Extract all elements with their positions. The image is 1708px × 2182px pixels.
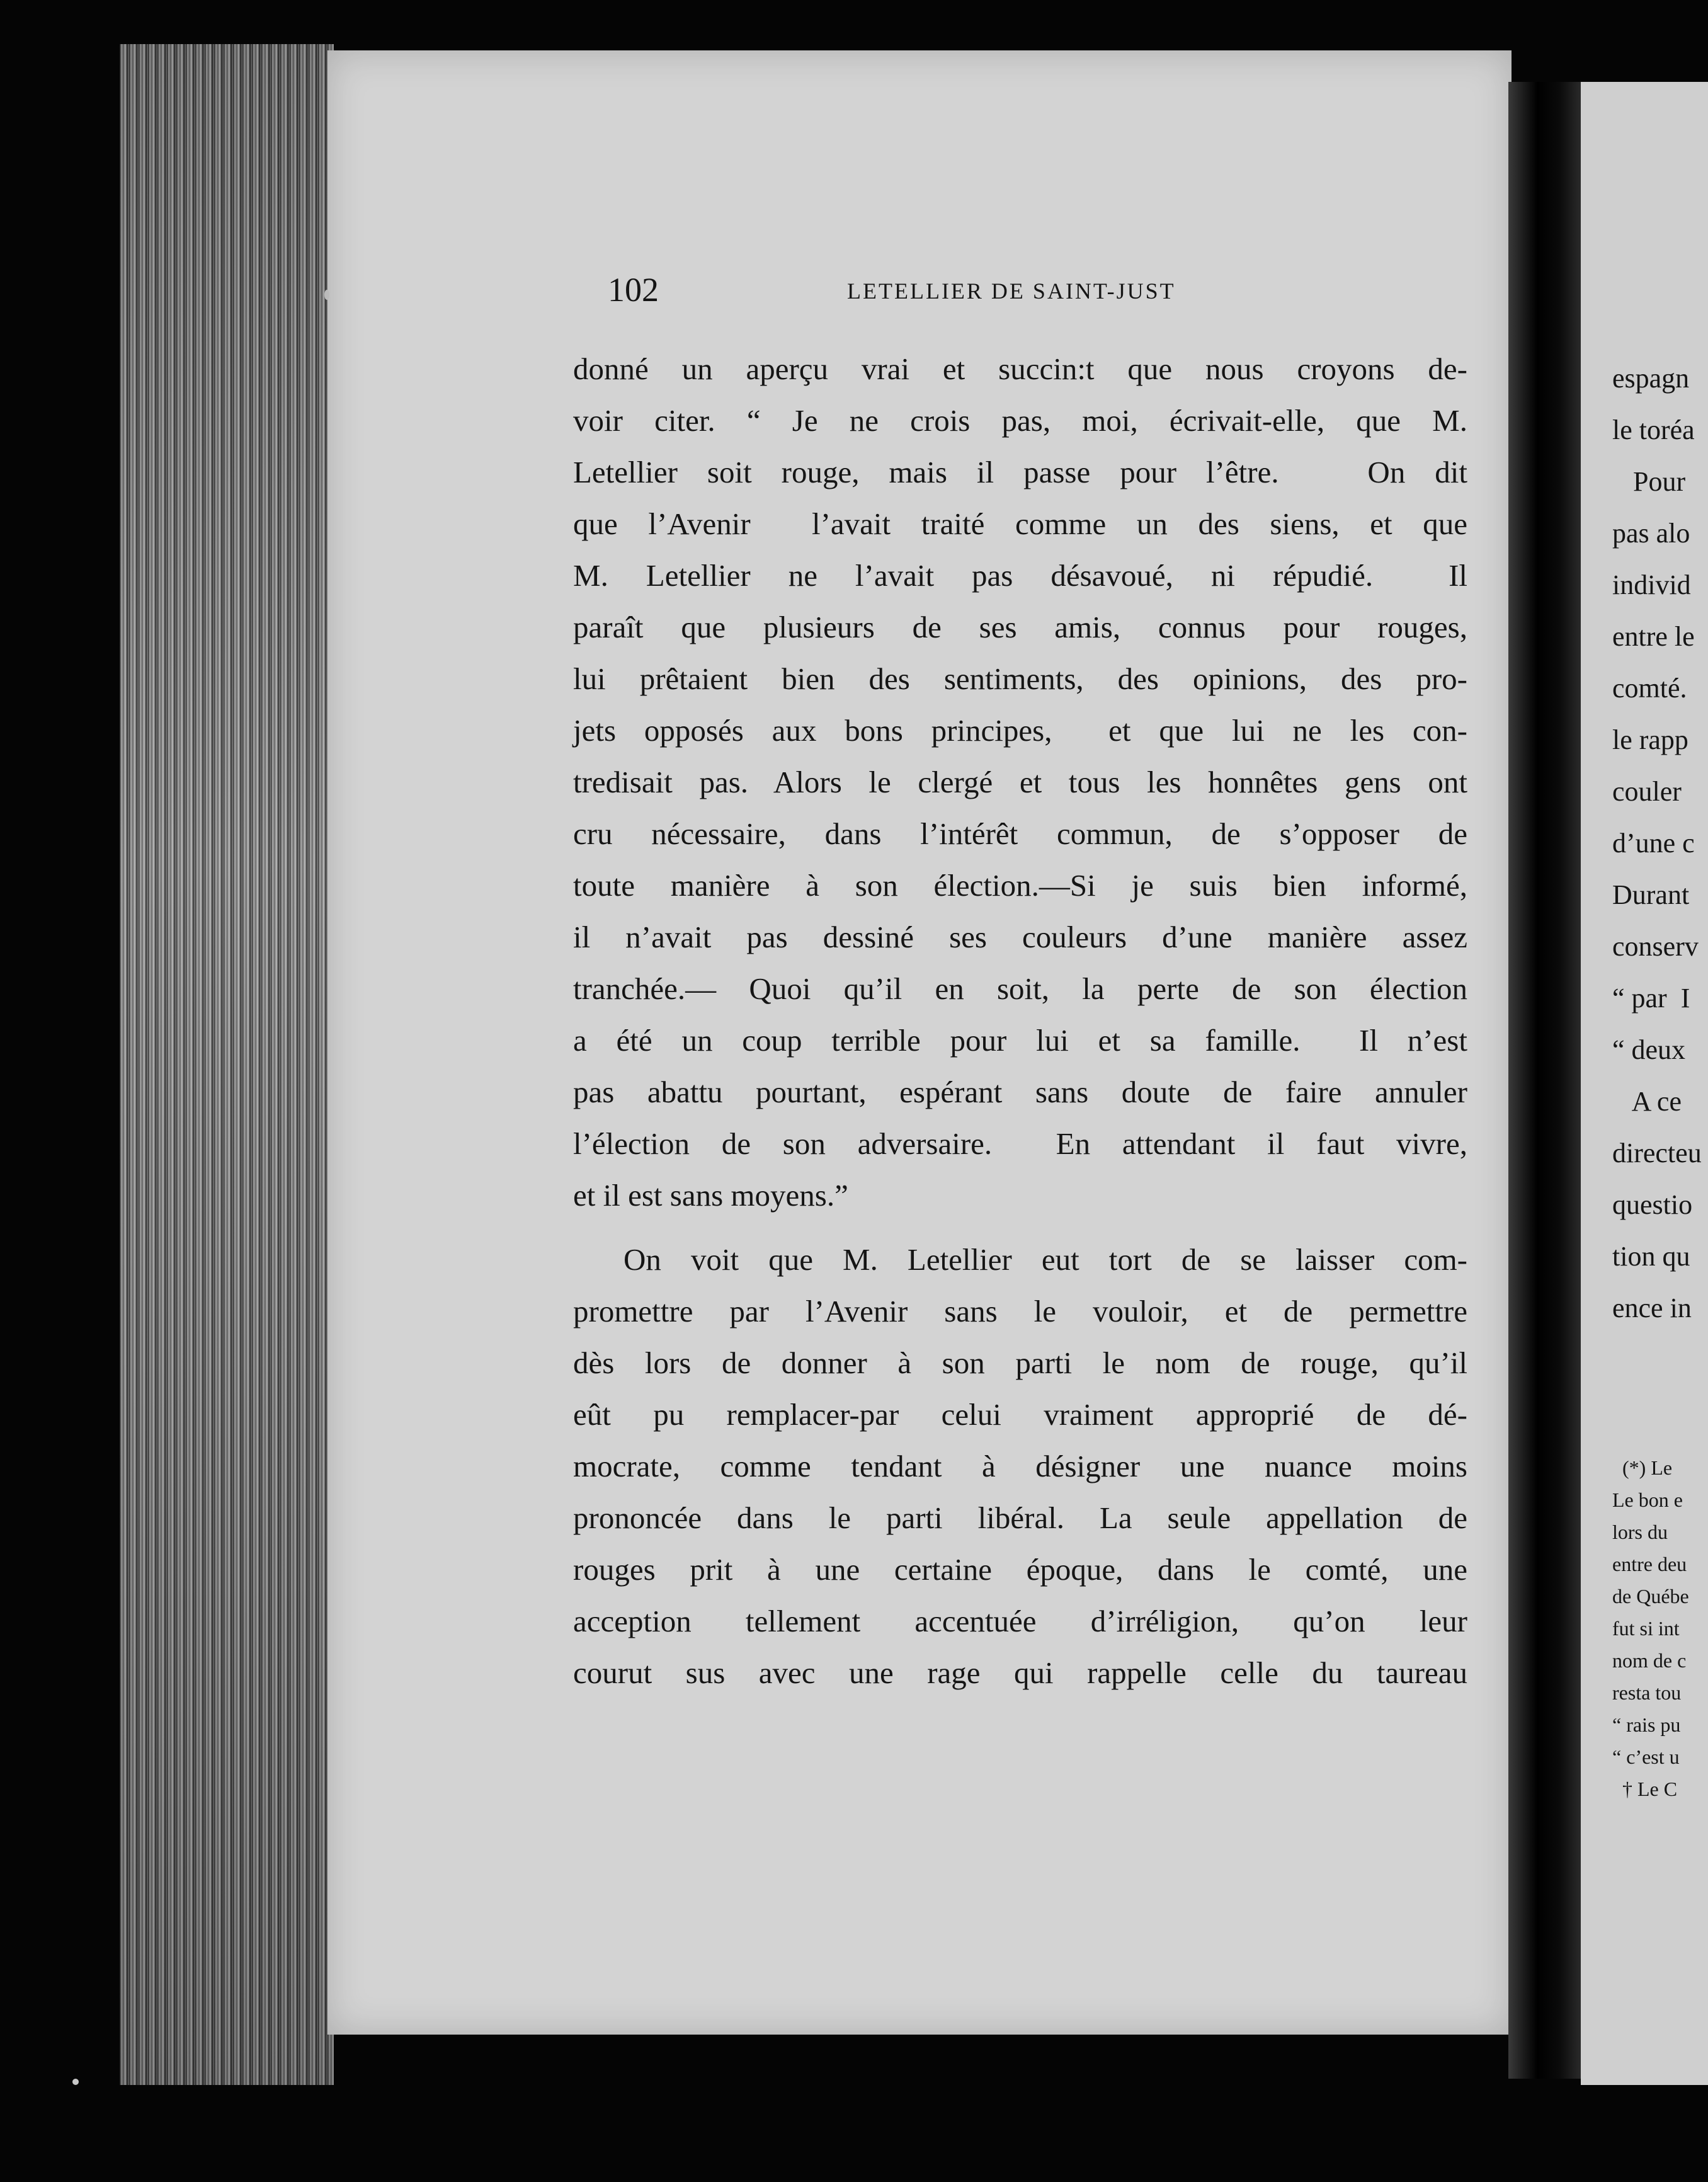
text-line: cru nécessaire, dans l’intérêt commun, de s’opposer de xyxy=(573,816,1467,851)
footnote-line: (*) Le xyxy=(1612,1456,1673,1479)
text-line: jets opposés aux bons principes, et que lui ne les con- xyxy=(573,713,1467,748)
facing-page-text xyxy=(1612,353,1708,1334)
text-line: M. Letellier ne l’avait pas désavoué, ni répudié. Il xyxy=(573,558,1467,593)
facing-text-line: comté. xyxy=(1612,673,1687,704)
text-line: toute manière à son élection.—Si je suis bien informé, xyxy=(573,868,1467,903)
facing-page xyxy=(1581,82,1708,2085)
running-title: LETELLIER DE SAINT-JUST xyxy=(847,278,1176,304)
facing-text-line: espagn xyxy=(1612,363,1690,394)
dust-speck xyxy=(72,2079,79,2085)
text-line: rouges prit à une certaine époque, dans le comté, une xyxy=(573,1552,1467,1587)
facing-text-line: Pour xyxy=(1612,466,1686,497)
footnote-line: Le bon e xyxy=(1612,1488,1683,1511)
text-line: paraît que plusieurs de ses amis, connus pour rouges, xyxy=(573,610,1467,644)
facing-text-line: A ce xyxy=(1612,1086,1682,1117)
facing-text-line: “ deux xyxy=(1612,1034,1686,1065)
facing-text-line: Durant xyxy=(1612,879,1690,910)
text-line: dès lors de donner à son parti le nom de rouge, qu’il xyxy=(573,1345,1467,1380)
facing-text-line: le rapp xyxy=(1612,724,1688,755)
text-line: donné un aperçu vrai et succin:t que nous croyons de- xyxy=(573,351,1467,386)
footnote-line: resta tou xyxy=(1612,1681,1682,1704)
page-number: 102 xyxy=(608,271,659,309)
facing-text-line: d’une c xyxy=(1612,828,1695,859)
facing-text-line: “ par I xyxy=(1612,983,1690,1014)
body-text xyxy=(573,343,1467,1699)
text-line: que l’Avenir l’avait traité comme un des siens, et que xyxy=(573,506,1467,541)
text-line: acception tellement accentuée d’irréligion, qu’on leur xyxy=(573,1604,1467,1638)
text-line: eût pu remplacer-par celui vraiment approprié de dé- xyxy=(573,1397,1467,1432)
footnote-line: “ c’est u xyxy=(1612,1745,1680,1768)
dust-speck xyxy=(324,290,329,300)
facing-text-line: individ xyxy=(1612,569,1691,600)
footnote-line: entre deu xyxy=(1612,1553,1687,1575)
text-line: l’élection de son adversaire. En attendant il faut vivre, xyxy=(573,1126,1467,1161)
text-line: voir citer. “ Je ne crois pas, moi, écrivait-elle, que M. xyxy=(573,403,1467,438)
facing-text-line: ence in xyxy=(1612,1293,1692,1323)
facing-text-line: entre le xyxy=(1612,621,1695,652)
text-line: tredisait pas. Alors le clergé et tous les honnêtes gens ont xyxy=(573,765,1467,799)
facing-text-line: conserv xyxy=(1612,931,1699,962)
footnote-line: lors du xyxy=(1612,1521,1668,1543)
facing-text-line: questio xyxy=(1612,1189,1693,1220)
text-line: a été un coup terrible pour lui et sa famille. Il n’est xyxy=(573,1023,1467,1058)
text-line: Letellier soit rouge, mais il passe pour l’être. On dit xyxy=(573,455,1467,489)
text-line: et il est sans moyens.” xyxy=(573,1178,848,1213)
footnote-line: fut si int xyxy=(1612,1617,1680,1640)
paragraph-gap xyxy=(573,1221,1467,1234)
text-line: courut sus avec une rage qui rappelle celle du taureau xyxy=(573,1655,1467,1690)
text-line: tranchée.— Quoi qu’il en soit, la perte de son élection xyxy=(573,971,1467,1006)
text-line: prononcée dans le parti libéral. La seule appellation de xyxy=(573,1500,1467,1535)
text-line: il n’avait pas dessiné ses couleurs d’une manière assez xyxy=(573,920,1467,954)
facing-text-line: pas alo xyxy=(1612,518,1690,549)
facing-text-line: tion qu xyxy=(1612,1241,1690,1272)
text-line: lui prêtaient bien des sentiments, des opinions, des pro- xyxy=(573,661,1467,696)
text-line: promettre par l’Avenir sans le vouloir, et de permettre xyxy=(573,1294,1467,1328)
footnote-line: de Québe xyxy=(1612,1585,1689,1608)
footnote-line: nom de c xyxy=(1612,1649,1687,1672)
text-line: pas abattu pourtant, espérant sans doute de faire annuler xyxy=(573,1075,1467,1109)
text-line: On voit que M. Letellier eut tort de se laisser com- xyxy=(623,1242,1467,1277)
page-edges-stack xyxy=(120,44,334,2085)
footnote-line: † Le C xyxy=(1612,1778,1678,1800)
text-line: mocrate, comme tendant à désigner une nuance moins xyxy=(573,1449,1467,1483)
facing-text-line: directeu xyxy=(1612,1138,1702,1168)
running-head xyxy=(608,265,1288,315)
book-gutter xyxy=(1508,82,1581,2079)
facing-text-line: couler xyxy=(1612,776,1682,807)
facing-page-footnotes xyxy=(1612,1452,1708,1805)
footnote-line: “ rais pu xyxy=(1612,1713,1681,1736)
facing-text-line: le toréa xyxy=(1612,414,1695,445)
